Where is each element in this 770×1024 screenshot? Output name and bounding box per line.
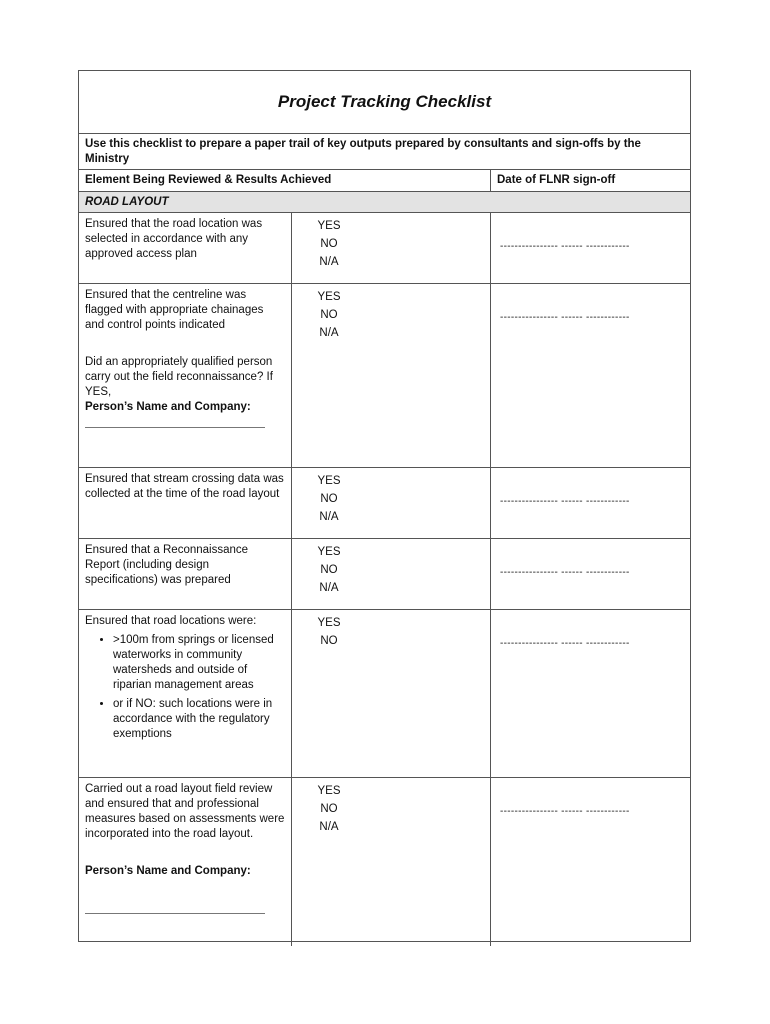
na-option[interactable]: N/A xyxy=(319,511,339,523)
row-text: Ensured that stream crossing data was collected at the time of the road layout xyxy=(85,473,284,500)
signoff-line[interactable]: ---------------- ------ ------------ xyxy=(500,806,630,817)
yes-option[interactable]: YES xyxy=(317,220,341,232)
intro-text: Use this checklist to prepare a paper trail of key outputs prepared by consultants and sign-offs by the Ministry xyxy=(79,134,690,170)
answer-options xyxy=(292,213,491,283)
yes-option[interactable]: YES xyxy=(317,291,341,303)
name-input-line[interactable] xyxy=(85,907,265,914)
header-date: Date of FLNR sign-off xyxy=(497,174,616,186)
signoff-line[interactable]: ---------------- ------ ------------ xyxy=(500,312,630,323)
row-text: Ensured that a Reconnaissance Report (including design specifications) was prepared xyxy=(85,544,249,586)
table-row xyxy=(79,213,690,284)
signoff-line[interactable]: ---------------- ------ ------------ xyxy=(500,638,630,649)
row-text: Ensured that the centreline was flagged with appropriate chainages and control points indicated xyxy=(85,289,264,331)
name-label: Person’s Name and Company: xyxy=(85,401,251,413)
no-option[interactable]: NO xyxy=(320,238,338,250)
yes-option[interactable]: YES xyxy=(317,617,341,629)
signoff-line[interactable]: ---------------- ------ ------------ xyxy=(500,496,630,507)
yes-option[interactable]: YES xyxy=(317,475,341,487)
no-option[interactable]: NO xyxy=(320,493,338,505)
table-row xyxy=(79,610,690,778)
page-title: Project Tracking Checklist xyxy=(277,92,492,111)
bullet-list xyxy=(85,633,285,742)
answer-options xyxy=(292,284,491,467)
header-element: Element Being Reviewed & Results Achieved xyxy=(79,170,491,191)
no-option[interactable]: NO xyxy=(320,803,338,815)
table-header xyxy=(79,170,690,192)
checklist-page xyxy=(78,70,691,942)
row-extra-text: Did an appropriately qualified person carry out the field reconnaissance? If YES, xyxy=(85,356,273,398)
list-item: • >100m from springs or licensed waterworks in community watersheds and outside of riparian management areas xyxy=(113,633,285,693)
yes-option[interactable]: YES xyxy=(317,785,341,797)
title-box xyxy=(79,71,690,134)
list-item: • or if NO: such locations were in accordance with the regulatory exemptions xyxy=(113,697,285,742)
name-label: Person’s Name and Company: xyxy=(85,865,251,877)
na-option[interactable]: N/A xyxy=(319,821,339,833)
table-row xyxy=(79,468,690,539)
row-text: Carried out a road layout field review and ensured that and professional measures based on assessments were incorporated into the road layout. xyxy=(85,783,285,840)
signoff-line[interactable]: ---------------- ------ ------------ xyxy=(500,241,630,252)
yes-option[interactable]: YES xyxy=(317,546,341,558)
no-option[interactable]: NO xyxy=(320,635,338,647)
table-row xyxy=(79,539,690,610)
section-road-layout: ROAD LAYOUT xyxy=(79,192,690,213)
na-option[interactable]: N/A xyxy=(319,582,339,594)
na-option[interactable]: N/A xyxy=(319,256,339,268)
table-row xyxy=(79,778,690,946)
answer-options xyxy=(292,468,491,538)
answer-options xyxy=(292,778,491,946)
answer-options xyxy=(292,539,491,609)
no-option[interactable]: NO xyxy=(320,564,338,576)
row-text: Ensured that the road location was selected in accordance with any approved access plan xyxy=(85,218,263,260)
table-row xyxy=(79,284,690,468)
answer-options xyxy=(292,610,491,777)
na-option[interactable]: N/A xyxy=(319,327,339,339)
signoff-line[interactable]: ---------------- ------ ------------ xyxy=(500,567,630,578)
no-option[interactable]: NO xyxy=(320,309,338,321)
name-input-line[interactable] xyxy=(85,421,265,428)
row-text: Ensured that road locations were: xyxy=(85,615,257,627)
